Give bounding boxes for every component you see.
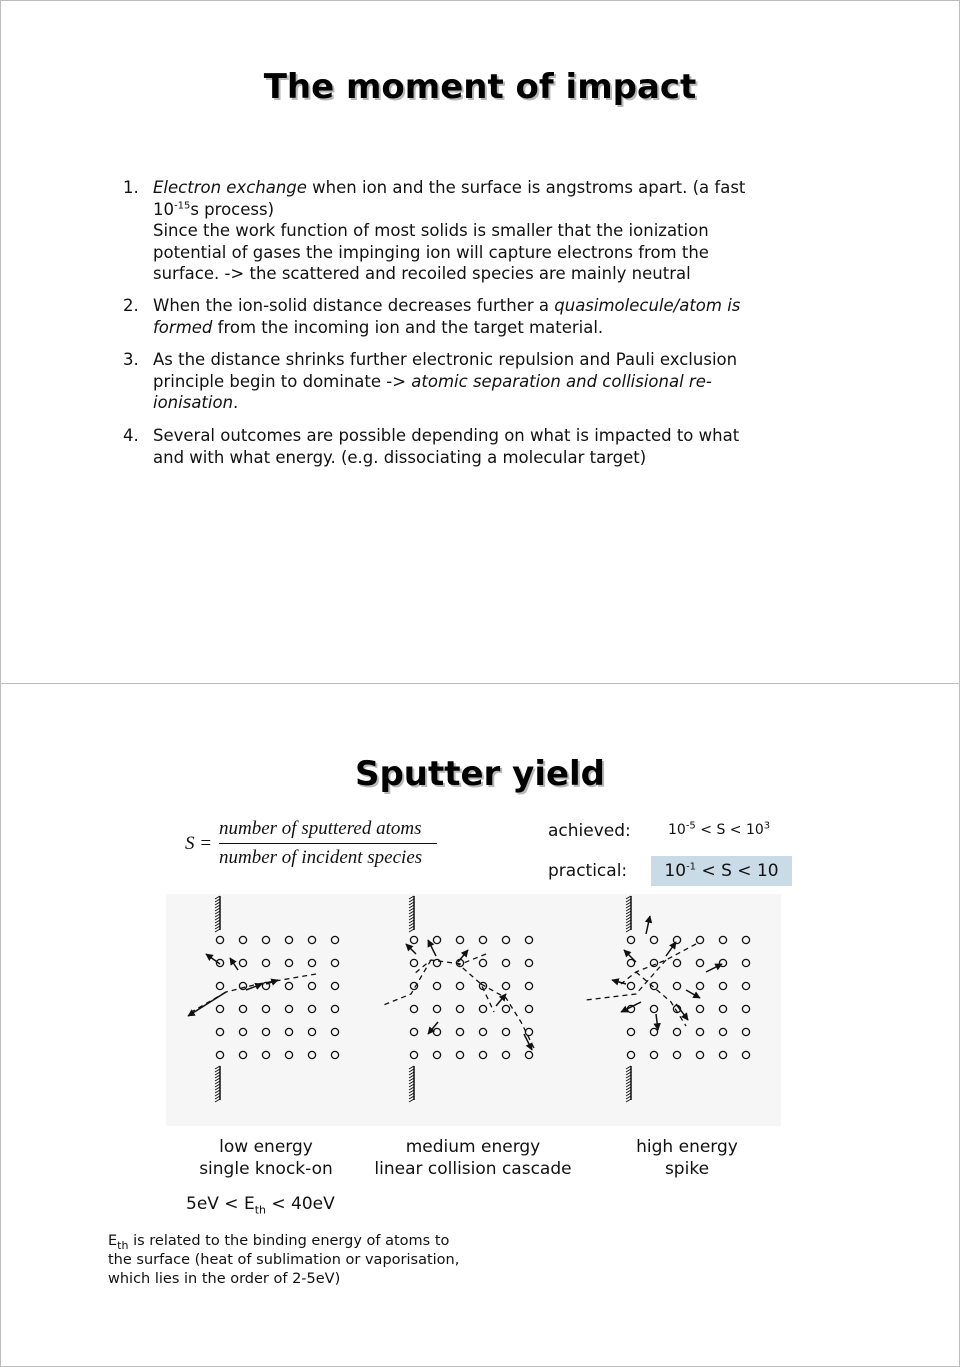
list-item-repulsion bbox=[123, 349, 823, 414]
subscript: th bbox=[254, 1203, 266, 1217]
threshold-note bbox=[108, 1232, 528, 1289]
italic-term: atomic separation and collisional re- bbox=[411, 371, 712, 391]
slide-title: Sputter yield bbox=[354, 754, 606, 794]
caption-low-energy bbox=[171, 1136, 361, 1180]
list-item-electron-exchange bbox=[123, 177, 823, 285]
list-item-quasimolecule bbox=[123, 295, 823, 338]
achieved-label: achieved: bbox=[548, 821, 631, 841]
italic-term: ionisation bbox=[153, 393, 234, 412]
item-number: 2. bbox=[123, 296, 139, 315]
item-text: principle begin to dominate -> bbox=[153, 371, 412, 391]
item-text: surface. -> the scattered and recoiled species are mainly neutral bbox=[153, 264, 691, 283]
range-text: 10 bbox=[668, 822, 686, 838]
caption-line: spike bbox=[664, 1159, 710, 1179]
caption-medium-energy bbox=[358, 1136, 588, 1180]
item-text: As the distance shrinks further electronic repulsion and Pauli exclusion bbox=[153, 350, 738, 369]
subscript: th bbox=[117, 1238, 129, 1252]
slide-sputter-yield bbox=[0, 683, 960, 1367]
item-text: 10 bbox=[153, 199, 174, 219]
italic-term: Electron exchange bbox=[153, 178, 307, 197]
note-text: which lies in the order of 2-5eV) bbox=[108, 1271, 341, 1287]
item-number: 1. bbox=[123, 178, 139, 197]
item-text: from the incoming ion and the target material. bbox=[212, 317, 604, 337]
range-text: 5eV < E bbox=[186, 1194, 255, 1214]
item-text: Since the work function of most solids is smaller that the ionization bbox=[153, 221, 709, 240]
item-text: when ion and the surface is angstroms apart. (a fast bbox=[306, 178, 746, 197]
caption-line: low energy bbox=[219, 1137, 313, 1157]
item-number: 3. bbox=[123, 350, 139, 369]
threshold-energy-range bbox=[186, 1193, 356, 1215]
note-text: the surface (heat of sublimation or vaporisation, bbox=[108, 1252, 460, 1268]
formula-numerator: number of sputtered atoms bbox=[219, 818, 422, 839]
note-text: E bbox=[108, 1233, 118, 1249]
list-item-outcomes bbox=[123, 425, 823, 468]
superscript: -15 bbox=[174, 200, 191, 211]
item-text: potential of gases the impinging ion will capture electrons from the bbox=[153, 242, 709, 262]
superscript: 3 bbox=[763, 820, 771, 832]
caption-line: single knock-on bbox=[199, 1159, 333, 1179]
caption-line: medium energy bbox=[405, 1137, 541, 1157]
superscript: -1 bbox=[686, 861, 697, 873]
caption-line: high energy bbox=[636, 1137, 738, 1157]
range-text: 10 bbox=[664, 861, 687, 881]
note-text: is related to the binding energy of atoms to bbox=[128, 1233, 450, 1249]
caption-line: linear collision cascade bbox=[374, 1159, 572, 1179]
collision-regimes-diagram bbox=[166, 894, 781, 1126]
formula-lhs: S = bbox=[185, 833, 213, 854]
achieved-range bbox=[668, 822, 770, 838]
item-text: When the ion-solid distance decreases further a bbox=[153, 296, 555, 315]
italic-term: quasimolecule/atom is bbox=[554, 296, 741, 315]
diagram-background bbox=[166, 894, 781, 1126]
item-text: s process) bbox=[190, 199, 275, 219]
formula-denominator: number of incident species bbox=[219, 847, 423, 868]
range-text: < S < 10 bbox=[696, 861, 779, 881]
item-text: and with what energy. (e.g. dissociating a molecular target) bbox=[153, 447, 647, 467]
item-number: 4. bbox=[123, 426, 139, 445]
item-text: Several outcomes are possible depending on what is impacted to what bbox=[153, 426, 740, 445]
fraction-bar bbox=[219, 843, 437, 844]
practical-label: practical: bbox=[548, 861, 628, 881]
superscript: -5 bbox=[685, 820, 696, 832]
slide-title: The moment of impact bbox=[263, 67, 697, 107]
range-text: < 40eV bbox=[266, 1194, 335, 1214]
practical-range-box bbox=[651, 856, 792, 886]
range-text: < S < 10 bbox=[695, 822, 764, 838]
caption-high-energy bbox=[597, 1136, 777, 1180]
italic-term: formed bbox=[153, 317, 213, 337]
item-text: . bbox=[233, 393, 239, 412]
